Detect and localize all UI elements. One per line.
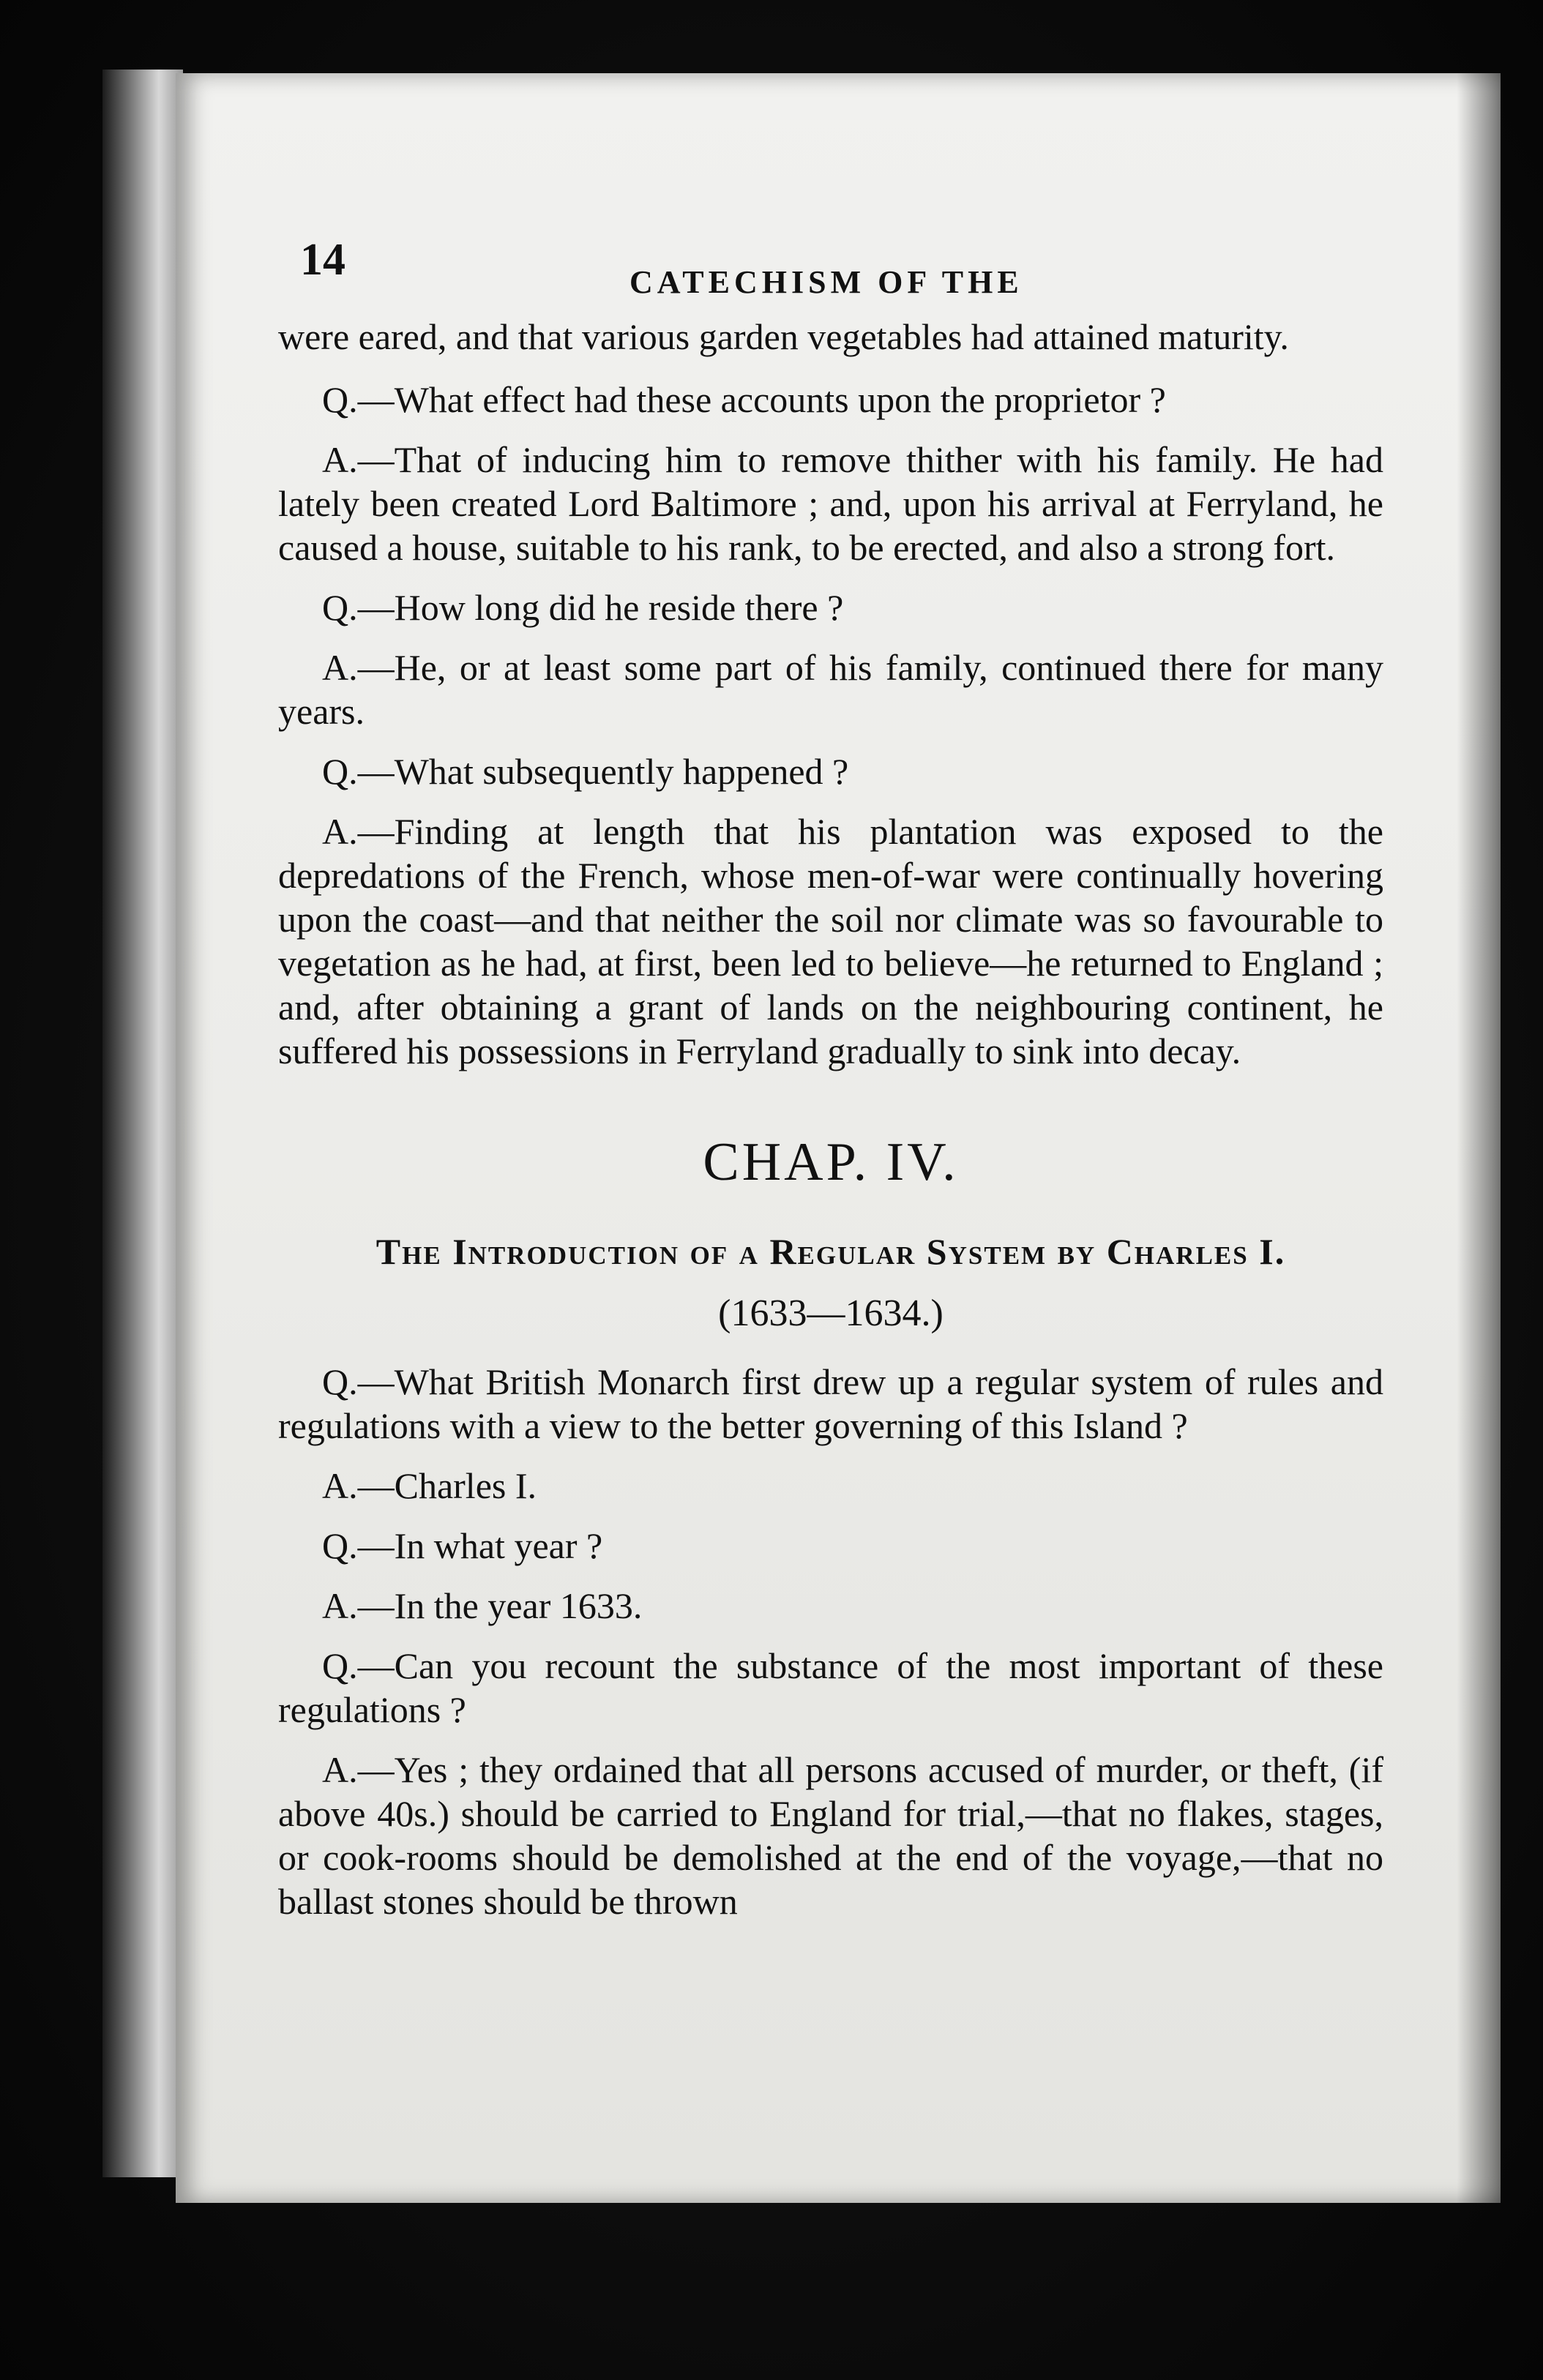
chapter-subtitle: The Introduction of a Regular System by Charles I. [376, 1231, 1286, 1272]
chapter-title: CHAP. IV. [703, 1132, 959, 1192]
book-page-edges [102, 70, 183, 2177]
page-content [278, 234, 1383, 1939]
running-title: CATECHISM OF THE [629, 264, 1023, 300]
question-paragraph: Q.—In what year ? [322, 1525, 603, 1566]
answer-paragraph: A.—Finding at length that his plantation was exposed to the depredations of the French, whose men-of-war were continually hovering upon the coast—and that neither the soil nor climate was so favourable to vegetation as he had, at first, been led to believe—he returned to England ; and, after obtaining a grant of lands on the neighbouring continent, he suffered his possessions in Ferryland gradually to sink into decay. [278, 811, 1383, 1071]
question-paragraph: Q.—What British Monarch first drew up a regular system of rules and regulations with a view to the better governing of this Island ? [278, 1361, 1383, 1446]
chapter-dates: (1633—1634.) [718, 1292, 944, 1334]
question-paragraph: Q.—How long did he reside there ? [322, 587, 844, 628]
answer-paragraph: A.—Charles I. [322, 1465, 537, 1506]
answer-paragraph: A.—In the year 1633. [322, 1585, 643, 1626]
question-paragraph: Q.—Can you recount the substance of the most important of these regulations ? [278, 1645, 1383, 1730]
paragraph-continuation: were eared, and that various garden vegetables had attained maturity. [278, 316, 1289, 357]
page-number: 14 [300, 235, 345, 285]
page-gutter-shadow [1457, 73, 1501, 2203]
answer-paragraph: A.—He, or at least some part of his family, continued there for many years. [278, 647, 1383, 732]
question-paragraph: Q.—What subsequently happened ? [322, 751, 849, 792]
answer-paragraph: A.—Yes ; they ordained that all persons accused of murder, or theft, (if above 40s.) should be carried to England for trial,—that no flakes, stages, or cook-rooms should be demolished at the end of the voyage,—that no ballast stones should be thrown [278, 1749, 1383, 1922]
running-head [278, 234, 1383, 315]
question-paragraph: Q.—What effect had these accounts upon the proprietor ? [322, 379, 1166, 420]
answer-paragraph: A.—That of inducing him to remove thither with his family. He had lately been created Lord Baltimore ; and, upon his arrival at Ferryland, he caused a house, suitable to his rank, to be erected, and also a strong fort. [278, 439, 1383, 568]
